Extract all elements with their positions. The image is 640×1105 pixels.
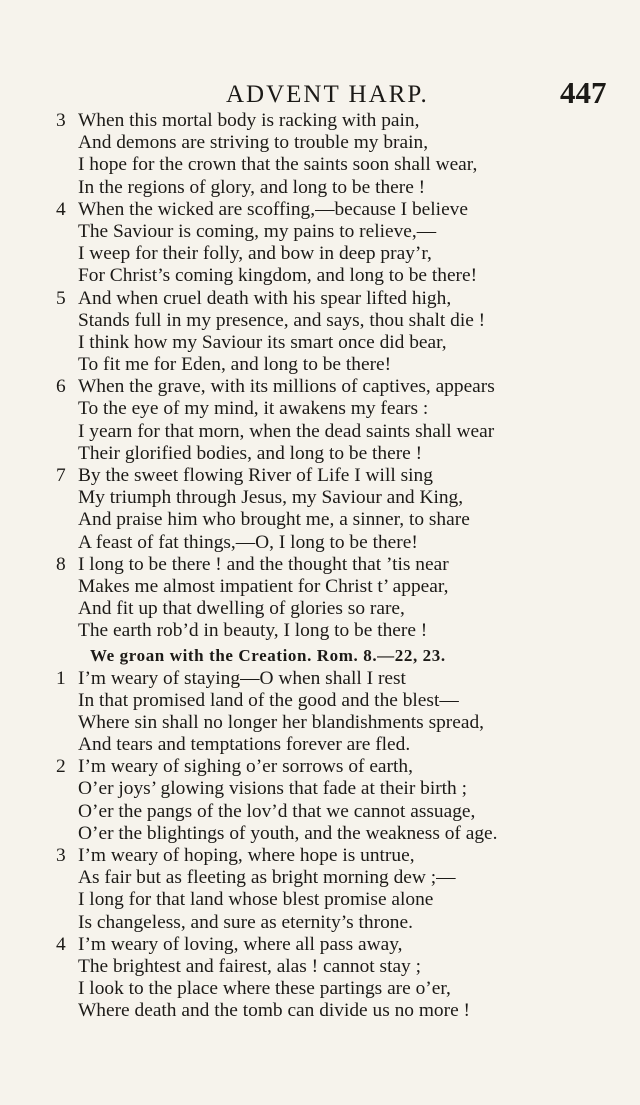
verse-line (0, 398, 640, 420)
verse-line (0, 354, 640, 376)
verse-line (0, 576, 640, 598)
verse-line-text: And praise him who brought me, a sinner, to share (78, 509, 470, 531)
verse-line-text: I’m weary of hoping, where hope is untrue, (78, 845, 415, 866)
verse-line (0, 221, 640, 243)
verse-line-text: To the eye of my mind, it awakens my fears : (78, 398, 429, 420)
verse-line-text: As fair but as fleeting as bright morning dew ;— (78, 867, 456, 889)
verse-line-text: O’er the pangs of the lov’d that we cannot assuage, (78, 800, 476, 822)
stanza (0, 110, 640, 199)
verse-line (0, 154, 640, 176)
verse-line (0, 487, 640, 509)
verse-line (0, 690, 640, 712)
verse-line-text: I yearn for that morn, when the dead saints shall wear (78, 420, 495, 442)
verse-line (0, 956, 640, 978)
verse-line (0, 443, 640, 465)
verse-line-text: The Saviour is coming, my pains to relieve,— (78, 220, 437, 242)
verse-line-text: Their glorified bodies, and long to be there ! (78, 442, 423, 464)
verse-line (0, 509, 640, 531)
verse-line-text: The brightest and fairest, alas ! cannot stay ; (78, 955, 421, 977)
verse-line-text: Stands full in my presence, and says, thou shalt die ! (78, 309, 486, 331)
stanza (0, 554, 640, 643)
verse-line-text: For Christ’s coming kingdom, and long to be there! (78, 265, 478, 287)
verse-line (0, 376, 640, 398)
verse-line (0, 243, 640, 265)
running-header (0, 75, 640, 112)
running-title: ADVENT HARP. (226, 81, 429, 108)
verse-line-text: By the sweet flowing River of Life I will sing (78, 465, 433, 486)
verse-line-text: I long for that land whose blest promise alone (78, 889, 434, 911)
stanza (0, 199, 640, 288)
stanza-number: 4 (56, 198, 66, 220)
verse-line-text: Where sin shall no longer her blandishments spread, (78, 711, 485, 733)
stanza (0, 668, 640, 757)
verse-line (0, 177, 640, 199)
verse-line (0, 978, 640, 1000)
verse-line (0, 554, 640, 576)
stanza-number: 2 (56, 756, 66, 778)
verse-line (0, 1000, 640, 1022)
stanza (0, 376, 640, 465)
verse-line (0, 668, 640, 690)
verse-line-text: O’er the blightings of youth, and the weakness of age. (78, 822, 498, 844)
stanza (0, 288, 640, 377)
hymn-2-heading (0, 644, 640, 668)
verse-line-text: Makes me almost impatient for Christ t’ appear, (78, 575, 449, 597)
stanza-number: 5 (56, 287, 66, 309)
verse-line (0, 801, 640, 823)
verse-line-text: To fit me for Eden, and long to be there! (78, 354, 392, 376)
verse-line (0, 598, 640, 620)
verse-line (0, 310, 640, 332)
verse-line-text: Is changeless, and sure as eternity’s throne. (78, 911, 413, 933)
verse-line-text: O’er joys’ glowing visions that fade at their birth ; (78, 778, 467, 800)
verse-line-text: The earth rob’d in beauty, I long to be there ! (78, 620, 428, 642)
stanza (0, 845, 640, 934)
verse-line (0, 778, 640, 800)
stanza (0, 465, 640, 554)
verse-line-text: I’m weary of loving, where all pass away, (78, 933, 403, 955)
verse-line-text: I look to the place where these partings are o’er, (78, 978, 451, 1000)
verse-line-text: I’m weary of staying—O when shall I rest (78, 667, 406, 689)
verse-line-text: I long to be there ! and the thought that ’tis near (78, 553, 449, 575)
stanza-number: 1 (56, 667, 66, 689)
verse-line (0, 421, 640, 443)
stanza (0, 756, 640, 845)
verse-line (0, 823, 640, 845)
verse-line (0, 712, 640, 734)
verse-line (0, 465, 640, 487)
verse-line-text: When the grave, with its millions of captives, appears (78, 376, 495, 398)
stanza-number: 6 (56, 376, 66, 398)
verse-line (0, 199, 640, 221)
verse-line-text: And tears and temptations forever are fled. (78, 734, 411, 756)
page-number: 447 (560, 75, 607, 110)
verse-line-text: When this mortal body is racking with pain, (78, 110, 420, 131)
verse-line-text: In the regions of glory, and long to be there ! (78, 176, 426, 198)
verse-line (0, 912, 640, 934)
verse-line-text: My triumph through Jesus, my Saviour and King, (78, 487, 464, 509)
hymn-1 (0, 110, 640, 643)
verse-line-text: I think how my Saviour its smart once did bear, (78, 331, 447, 353)
stanza (0, 934, 640, 1023)
verse-line (0, 845, 640, 867)
verse-line-text: When the wicked are scoffing,—because I believe (78, 198, 468, 220)
verse-line (0, 756, 640, 778)
verse-line (0, 332, 640, 354)
hymn-2 (0, 668, 640, 1023)
verse-line-text: I hope for the crown that the saints soon shall wear, (78, 154, 478, 176)
verse-line (0, 934, 640, 956)
verse-line (0, 132, 640, 154)
verse-line-text: Where death and the tomb can divide us no more ! (78, 1000, 470, 1022)
stanza-number: 3 (56, 110, 66, 131)
verse-line (0, 734, 640, 756)
stanza-number: 4 (56, 933, 66, 955)
verse-line (0, 889, 640, 911)
verse-line (0, 532, 640, 554)
stanza-number: 7 (56, 465, 66, 486)
verse-line (0, 867, 640, 889)
verse-line-text: And when cruel death with his spear lifted high, (78, 287, 452, 309)
verse-line (0, 620, 640, 642)
verse-line (0, 288, 640, 310)
verse-line-text: And demons are striving to trouble my brain, (78, 132, 429, 154)
stanza-number: 3 (56, 845, 66, 866)
verse-line-text: A feast of fat things,—O, I long to be there! (78, 531, 418, 553)
verse-line-text: In that promised land of the good and the blest— (78, 689, 459, 711)
verse-line-text: I weep for their folly, and bow in deep pray’r, (78, 243, 432, 265)
page-body (0, 110, 640, 1023)
verse-line-text: I’m weary of sighing o’er sorrows of earth, (78, 756, 413, 778)
verse-line (0, 265, 640, 287)
verse-line-text: And fit up that dwelling of glories so rare, (78, 598, 405, 620)
verse-line (0, 110, 640, 132)
stanza-number: 8 (56, 553, 66, 575)
hymn-2-heading-text: We groan with the Creation. Rom. 8.—22, 23. (90, 645, 446, 665)
